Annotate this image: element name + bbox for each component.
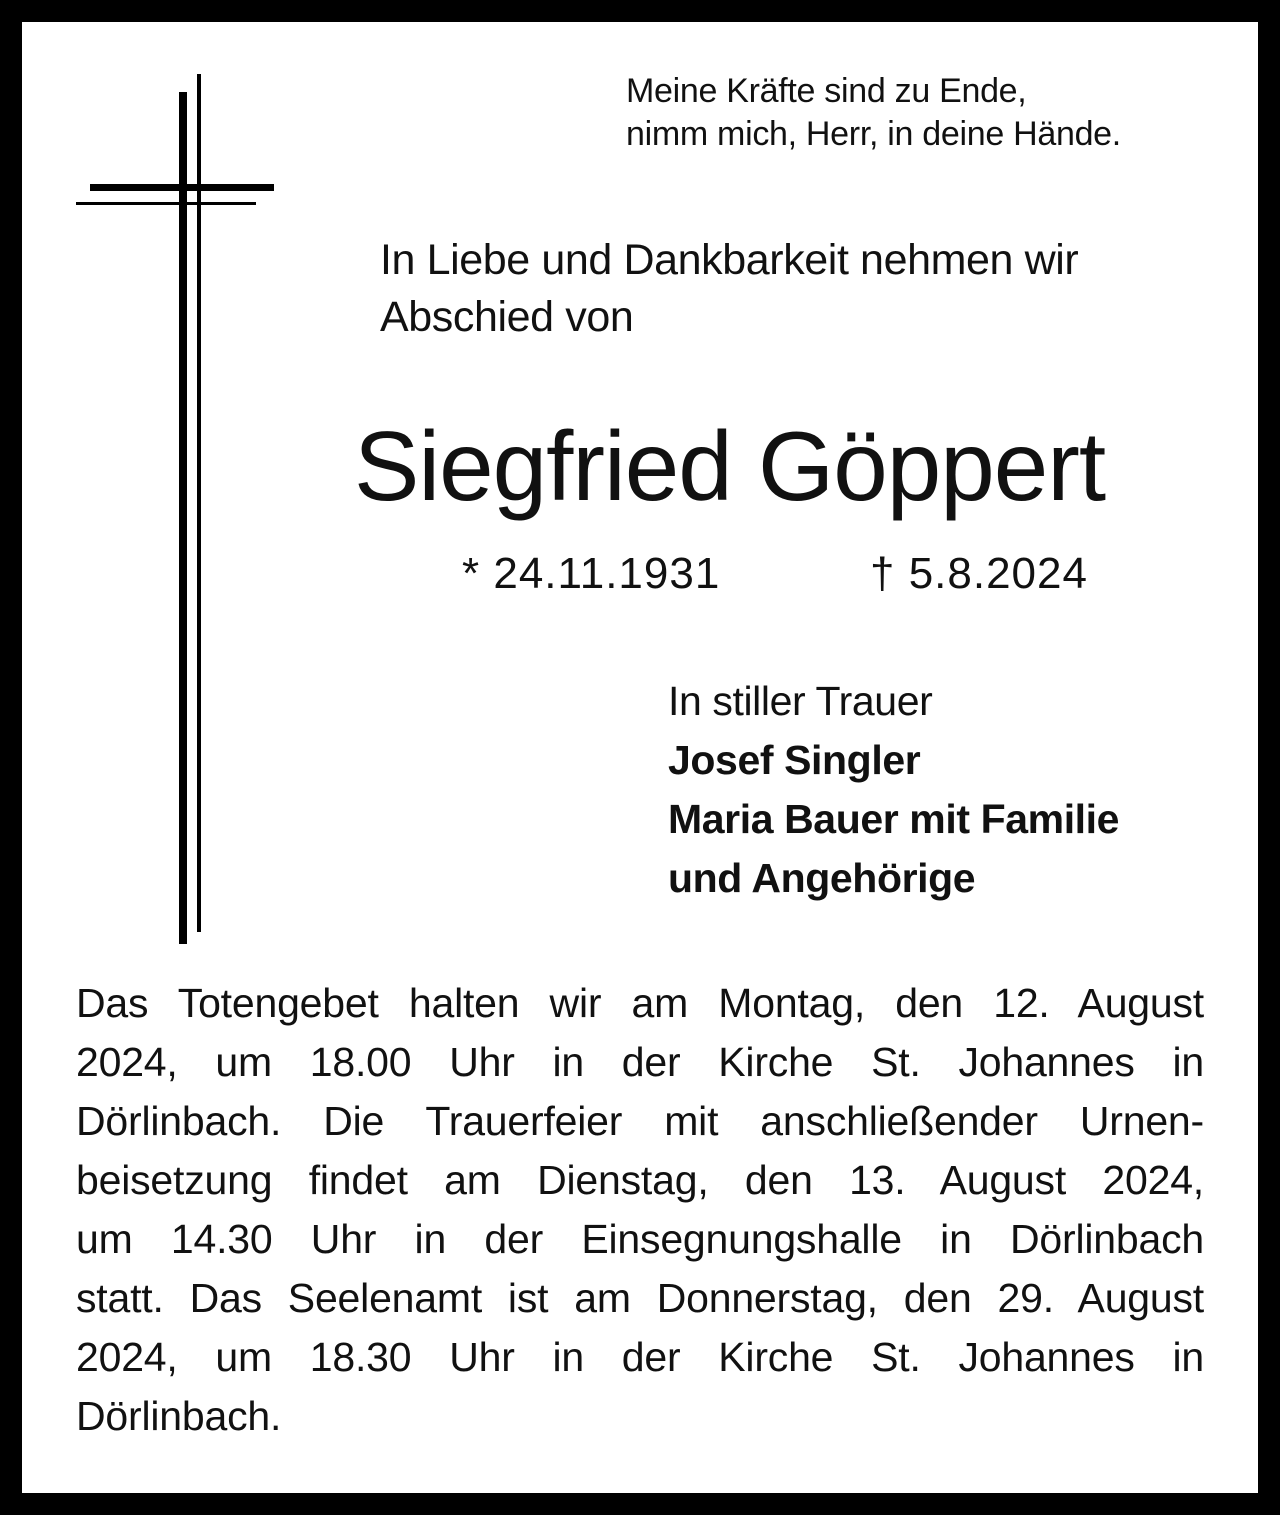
service-notice xyxy=(76,974,1204,1446)
intro-line: Abschied von xyxy=(380,293,634,341)
notice-line: 2024, um 18.30 Uhr in der Kirche St. Johannes in xyxy=(76,1334,1204,1380)
notice-line: beisetzung findet am Dienstag, den 13. August 2024, xyxy=(76,1157,1204,1203)
mourner-name: und Angehörige xyxy=(668,855,976,901)
death-date: † 5.8.2024 xyxy=(870,549,1088,598)
birth-date: * 24.11.1931 xyxy=(462,549,721,598)
verse-line: nimm mich, Herr, in deine Hände. xyxy=(626,115,1121,153)
life-dates xyxy=(462,546,1182,606)
notice-line: Dörlinbach. xyxy=(76,1393,282,1439)
notice-line: Das Totengebet halten wir am Montag, den 12. August xyxy=(76,980,1204,1026)
notice-line: 2024, um 18.00 Uhr in der Kirche St. Johannes in xyxy=(76,1039,1204,1085)
mourners-lead: In stiller Trauer xyxy=(668,678,933,724)
intro-line: In Liebe und Dankbarkeit nehmen wir xyxy=(380,236,1079,284)
mourners xyxy=(668,672,1248,908)
cross-icon xyxy=(76,74,276,946)
deceased-name: Siegfried Göppert xyxy=(354,411,1106,521)
notice-line: um 14.30 Uhr in der Einsegnungshalle in Dörlinbach xyxy=(76,1216,1204,1262)
verse xyxy=(626,70,1226,156)
mourner-name: Josef Singler xyxy=(668,737,921,783)
verse-line: Meine Kräfte sind zu Ende, xyxy=(626,72,1027,110)
intro-text xyxy=(380,232,1220,346)
mourner-name: Maria Bauer mit Familie xyxy=(668,796,1120,842)
obituary-card xyxy=(22,22,1258,1493)
notice-line: statt. Das Seelenamt ist am Donnerstag, den 29. August xyxy=(76,1275,1204,1321)
notice-line: Dörlinbach. Die Trauerfeier mit anschließender Urnen- xyxy=(76,1098,1204,1144)
